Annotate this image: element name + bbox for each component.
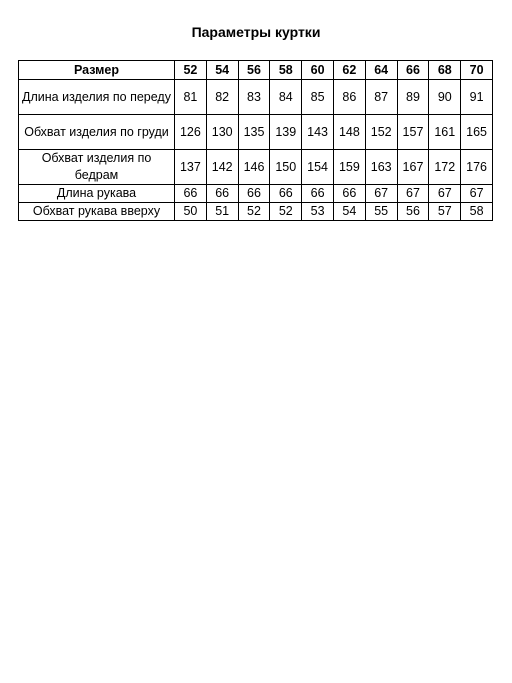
header-label-cell: Размер <box>19 61 175 80</box>
value-cell: 91 <box>461 80 493 115</box>
value-cell: 66 <box>206 185 238 203</box>
value-cell: 152 <box>365 115 397 150</box>
value-cell: 146 <box>238 150 270 185</box>
value-cell: 135 <box>238 115 270 150</box>
value-cell: 150 <box>270 150 302 185</box>
value-cell: 66 <box>175 185 207 203</box>
size-header-cell: 56 <box>238 61 270 80</box>
value-cell: 67 <box>429 185 461 203</box>
value-cell: 90 <box>429 80 461 115</box>
value-cell: 86 <box>333 80 365 115</box>
size-header-cell: 60 <box>302 61 334 80</box>
size-header-cell: 62 <box>333 61 365 80</box>
table-row <box>19 80 493 115</box>
value-cell: 58 <box>461 203 493 221</box>
value-cell: 50 <box>175 203 207 221</box>
value-cell: 142 <box>206 150 238 185</box>
value-cell: 154 <box>302 150 334 185</box>
page-title: Параметры куртки <box>191 24 321 40</box>
value-cell: 52 <box>270 203 302 221</box>
value-cell: 159 <box>333 150 365 185</box>
value-cell: 66 <box>238 185 270 203</box>
row-label-cell: Длина рукава <box>19 185 175 203</box>
value-cell: 176 <box>461 150 493 185</box>
size-header-cell: 52 <box>175 61 207 80</box>
size-header-cell: 64 <box>365 61 397 80</box>
row-label-cell: Длина изделия по переду <box>19 80 175 115</box>
value-cell: 161 <box>429 115 461 150</box>
value-cell: 165 <box>461 115 493 150</box>
value-cell: 54 <box>333 203 365 221</box>
value-cell: 126 <box>175 115 207 150</box>
value-cell: 83 <box>238 80 270 115</box>
row-label-cell: Обхват рукава вверху <box>19 203 175 221</box>
size-header-cell: 68 <box>429 61 461 80</box>
value-cell: 67 <box>461 185 493 203</box>
value-cell: 52 <box>238 203 270 221</box>
row-label-cell: Обхват изделия по бедрам <box>19 150 175 185</box>
value-cell: 67 <box>397 185 429 203</box>
table-header-row <box>19 61 493 80</box>
size-header-cell: 70 <box>461 61 493 80</box>
value-cell: 57 <box>429 203 461 221</box>
size-table <box>18 60 493 221</box>
row-label-cell: Обхват изделия по груди <box>19 115 175 150</box>
table-row <box>19 203 493 221</box>
value-cell: 84 <box>270 80 302 115</box>
value-cell: 167 <box>397 150 429 185</box>
value-cell: 85 <box>302 80 334 115</box>
value-cell: 53 <box>302 203 334 221</box>
table-row <box>19 150 493 185</box>
value-cell: 130 <box>206 115 238 150</box>
size-header-cell: 66 <box>397 61 429 80</box>
value-cell: 139 <box>270 115 302 150</box>
value-cell: 87 <box>365 80 397 115</box>
size-header-cell: 54 <box>206 61 238 80</box>
value-cell: 163 <box>365 150 397 185</box>
value-cell: 157 <box>397 115 429 150</box>
value-cell: 51 <box>206 203 238 221</box>
value-cell: 89 <box>397 80 429 115</box>
value-cell: 172 <box>429 150 461 185</box>
value-cell: 66 <box>302 185 334 203</box>
value-cell: 56 <box>397 203 429 221</box>
value-cell: 66 <box>270 185 302 203</box>
value-cell: 82 <box>206 80 238 115</box>
value-cell: 67 <box>365 185 397 203</box>
value-cell: 143 <box>302 115 334 150</box>
size-header-cell: 58 <box>270 61 302 80</box>
value-cell: 148 <box>333 115 365 150</box>
value-cell: 137 <box>175 150 207 185</box>
table-row <box>19 115 493 150</box>
table-row <box>19 185 493 203</box>
value-cell: 55 <box>365 203 397 221</box>
value-cell: 81 <box>175 80 207 115</box>
value-cell: 66 <box>333 185 365 203</box>
